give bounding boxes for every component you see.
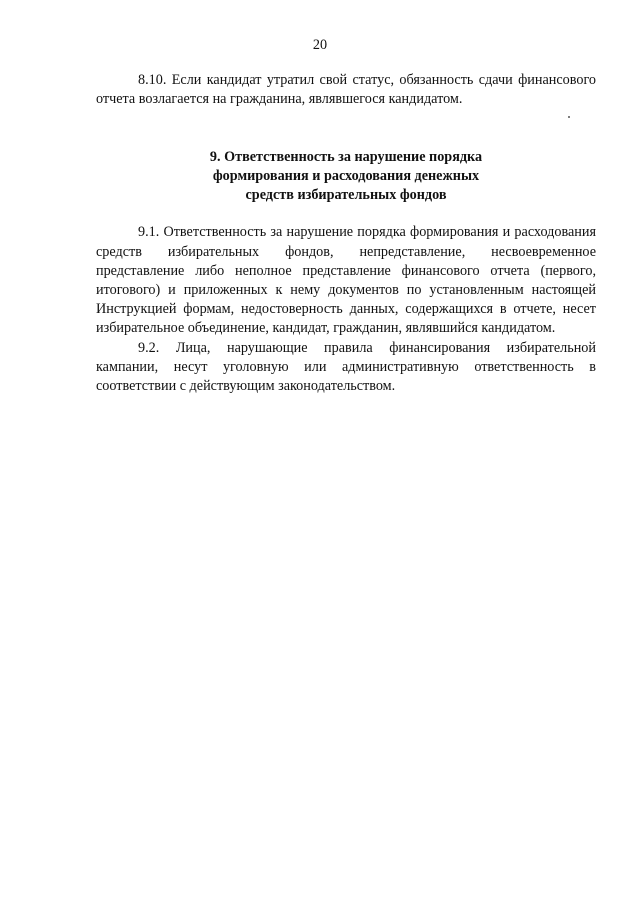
section-heading-line: средств избирательных фондов bbox=[245, 187, 447, 204]
paragraph-9-2: 9.2. Лица, нарушающие правила финансирования избирательной кампании, несут уголовную или административную ответственность в соответствии с действующим законодательством. bbox=[96, 339, 596, 395]
page-number: 20 bbox=[312, 37, 328, 53]
section-heading-line: формирования и расходования денежных bbox=[212, 168, 480, 185]
paragraph-9-1: 9.1. Ответственность за нарушение порядка формирования и расходования средств избирательных фондов, непредставление, несвоевременное представление либо неполное представление финансового отчета (первого, итогового) и приложенных к нему документов по установленным настоящей Инструкцией формам, недостоверность данных, содержащихся в отчете, несет избирательное объединение, кандидат, гражданин, являвшийся кандидатом. bbox=[96, 224, 596, 337]
section-heading-line: 9. Ответственность за нарушение порядка bbox=[209, 149, 483, 166]
section-heading bbox=[96, 148, 596, 205]
page-content bbox=[96, 71, 596, 396]
paragraph-8-10: 8.10. Если кандидат утратил свой статус, обязанность сдачи финансового отчета возлагается на гражданина, являвшегося кандидатом. bbox=[96, 72, 596, 108]
